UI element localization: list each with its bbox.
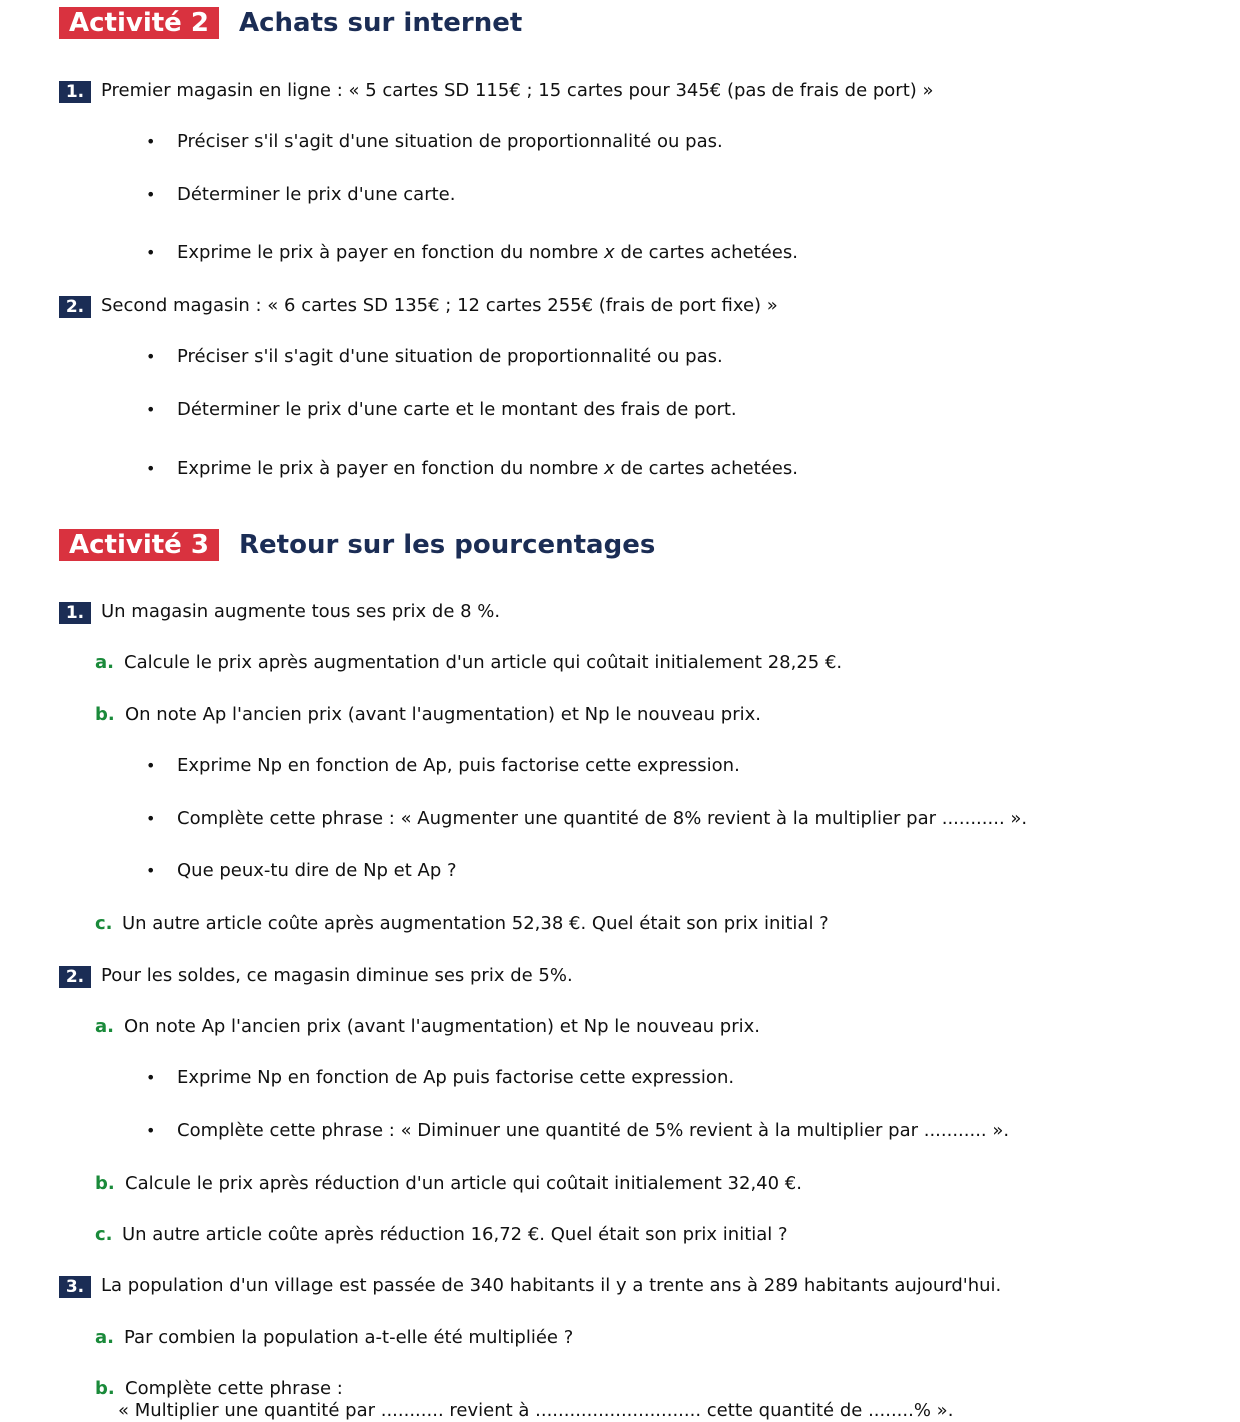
subquestion-label: a.: [95, 652, 114, 673]
variable-x: x: [604, 458, 615, 479]
subquestion-text: On note Ap l'ancien prix (avant l'augmentation) et Np le nouveau prix.: [125, 704, 761, 725]
bullet-text: Préciser s'il s'agit d'une situation de proportionnalité ou pas.: [177, 131, 723, 152]
bullet-text: Que peux-tu dire de Np et Ap ?: [177, 860, 457, 881]
question-text: Un magasin augmente tous ses prix de 8 %.: [101, 601, 501, 622]
subquestion-text: Un autre article coûte après réduction 16,72 €. Quel était son prix initial ?: [122, 1224, 788, 1245]
question-number: 3.: [59, 1276, 91, 1298]
activity-2-title: Achats sur internet: [239, 8, 523, 38]
subquestion-text: Complète cette phrase :: [125, 1378, 343, 1399]
subquestion-text: Calcule le prix après réduction d'un article qui coûtait initialement 32,40 €.: [125, 1173, 802, 1194]
bullet-icon: •: [146, 185, 156, 204]
bullet-text: Exprime Np en fonction de Ap puis factorise cette expression.: [177, 1067, 735, 1088]
bullet-icon: •: [146, 347, 156, 366]
bullet-icon: •: [146, 400, 156, 419]
subquestion-text: On note Ap l'ancien prix (avant l'augmentation) et Np le nouveau prix.: [124, 1016, 760, 1037]
question-text: Second magasin : « 6 cartes SD 135€ ; 12 cartes 255€ (frais de port fixe) »: [101, 295, 778, 316]
bullet-text: Déterminer le prix d'une carte.: [177, 184, 456, 205]
question-number: 1.: [59, 602, 91, 624]
question-number: 2.: [59, 296, 91, 318]
question-number: 2.: [59, 966, 91, 988]
text-part: Exprime le prix à payer en fonction du nombre: [177, 242, 599, 263]
bullet-icon: •: [146, 756, 156, 775]
bullet-text: Complète cette phrase : « Diminuer une quantité de 5% revient à la multiplier par ........... ».: [177, 1120, 1010, 1141]
bullet-text: Déterminer le prix d'une carte et le montant des frais de port.: [177, 399, 737, 420]
subquestion-label: c.: [95, 913, 113, 934]
text-part: de cartes achetées.: [620, 242, 798, 263]
subquestion-label: b.: [95, 1173, 115, 1194]
fill-in-sentence: « Multiplier une quantité par ........... revient à ............................. cette quantité de ........% ».: [118, 1400, 954, 1421]
subquestion-label: c.: [95, 1224, 113, 1245]
bullet-icon: •: [146, 459, 156, 478]
subquestion-label: b.: [95, 704, 115, 725]
bullet-text: Exprime Np en fonction de Ap, puis factorise cette expression.: [177, 755, 740, 776]
text-part: Exprime le prix à payer en fonction du nombre: [177, 458, 599, 479]
bullet-icon: •: [146, 861, 156, 880]
question-text: Premier magasin en ligne : « 5 cartes SD 115€ ; 15 cartes pour 345€ (pas de frais de port) »: [101, 80, 934, 101]
subquestion-label: a.: [95, 1016, 114, 1037]
bullet-icon: •: [146, 243, 156, 262]
question-text: La population d'un village est passée de 340 habitants il y a trente ans à 289 habitants aujourd'hui.: [101, 1275, 1002, 1296]
subquestion-label: b.: [95, 1378, 115, 1399]
bullet-icon: •: [146, 809, 156, 828]
subquestion-text: Par combien la population a-t-elle été multipliée ?: [124, 1327, 574, 1348]
question-number: 1.: [59, 81, 91, 103]
bullet-text: Préciser s'il s'agit d'une situation de proportionnalité ou pas.: [177, 346, 723, 367]
bullet-text: [177, 458, 798, 480]
bullet-icon: •: [146, 1068, 156, 1087]
bullet-text: [177, 242, 798, 264]
text-part: de cartes achetées.: [620, 458, 798, 479]
subquestion-text: Calcule le prix après augmentation d'un article qui coûtait initialement 28,25 €.: [124, 652, 843, 673]
bullet-text: Complète cette phrase : « Augmenter une quantité de 8% revient à la multiplier par ........... ».: [177, 808, 1028, 829]
activity-3-title: Retour sur les pourcentages: [239, 530, 656, 560]
subquestion-text: Un autre article coûte après augmentation 52,38 €. Quel était son prix initial ?: [122, 913, 829, 934]
variable-x: x: [604, 242, 615, 263]
activity-2-badge: Activité 2: [59, 7, 219, 39]
question-text: Pour les soldes, ce magasin diminue ses prix de 5%.: [101, 965, 573, 986]
bullet-icon: •: [146, 1121, 156, 1140]
activity-3-badge: Activité 3: [59, 529, 219, 561]
subquestion-label: a.: [95, 1327, 114, 1348]
bullet-icon: •: [146, 132, 156, 151]
